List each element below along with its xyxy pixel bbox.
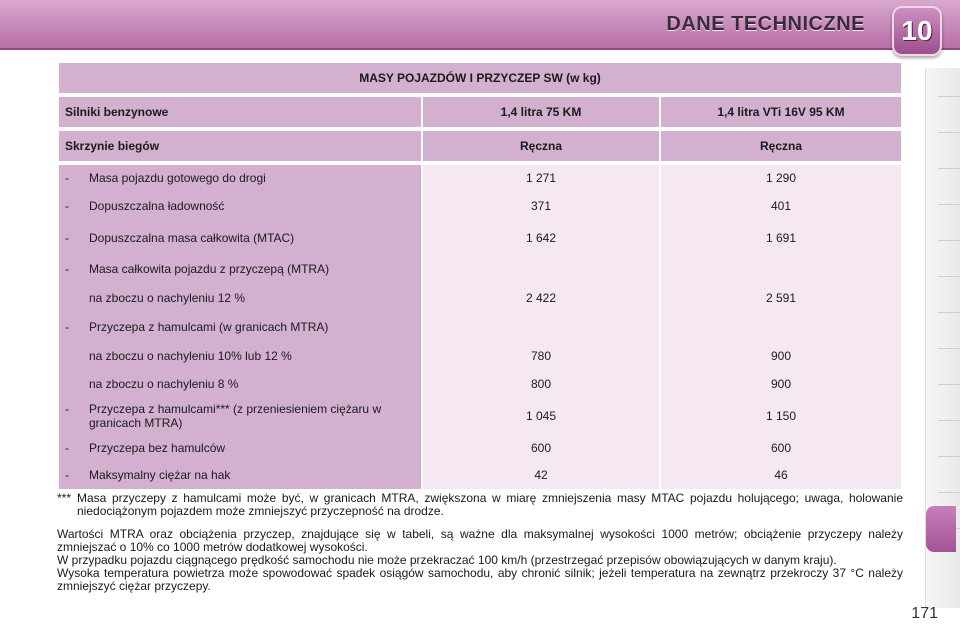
table-row [59,371,901,397]
value-75km: 1 045 [423,397,659,435]
tab-divider [938,348,960,349]
row-dash: - [65,441,69,455]
table-row [59,341,901,371]
row-label: Maksymalny ciężar na hak [89,468,231,482]
value-95km: 1 691 [661,221,901,255]
value-75km [423,313,659,341]
row-label: Dopuszczalna masa całkowita (MTAC) [89,231,295,245]
footnote-mark: *** [57,491,72,505]
footnote-text: Masa przyczepy z hamulcami może być, w granicach MTRA, zwiększona w miarę zmniejszenia masy MTAC pojazdu holującego; uwaga, holowanie niedociążonym pojazdem może zmniejszyć przyczepność na drodze. [77,491,903,518]
row-label-cell [59,165,421,191]
row-dash: - [65,468,69,482]
value-75km [423,255,659,283]
table-row [59,283,901,313]
row-label-cell [59,435,421,461]
gearbox-row [59,131,901,161]
value-75km: 1 271 [423,165,659,191]
value-95km [661,255,901,283]
engine-label: Silniki benzynowe [59,97,421,127]
tab-divider [938,204,960,205]
row-dash: - [65,402,69,416]
tab-divider [938,312,960,313]
tab-divider [938,420,960,421]
row-label-cell [59,283,421,313]
header-band [0,0,960,50]
row-label: Masa całkowita pojazdu z przyczepą (MTRA) [89,262,330,276]
tab-divider [938,492,960,493]
gearbox-col1: Ręczna [423,131,659,161]
value-95km: 900 [661,371,901,397]
engine-row [59,97,901,127]
row-label-cell [59,313,421,341]
value-75km: 42 [423,461,659,489]
value-95km: 1 150 [661,397,901,435]
value-95km: 1 290 [661,165,901,191]
value-75km: 780 [423,341,659,371]
value-75km: 600 [423,435,659,461]
table-title: MASY POJAZDÓW I PRZYCZEP SW (w kg) [59,63,901,93]
mass-table [57,63,903,489]
gearbox-label: Skrzynie biegów [59,131,421,161]
engine-col2: 1,4 litra VTi 16V 95 KM [661,97,901,127]
value-75km: 371 [423,191,659,221]
row-label: na zboczu o nachyleniu 10% lub 12 % [89,349,292,363]
tab-divider [938,240,960,241]
table-row [59,461,901,489]
footnote [57,492,903,518]
value-75km: 2 422 [423,283,659,313]
note-paragraph: Wartości MTRA oraz obciążenia przyczep, znajdujące się w tabeli, są ważne dla maksymalnej wysokości 1000 metrów; obciążenie przyczepy należy zmniejszać o 10% co 1000 metrów dodatkowej wysokości. [57,527,903,554]
tab-divider [938,96,960,97]
note-paragraph: W przypadku pojazdu ciągnącego prędkość samochodu nie może przekraczać 100 km/h (przestrzegać przepisów obowiązujących w danym kraju). [57,553,837,567]
notes-block [57,528,903,593]
table-row [59,313,901,341]
value-75km: 1 642 [423,221,659,255]
row-label: na zboczu o nachyleniu 12 % [89,291,246,305]
row-label: Masa pojazdu gotowego do drogi [89,171,266,185]
row-label-cell [59,341,421,371]
section-title: DANE TECHNICZNE [666,13,865,35]
row-dash: - [65,199,69,213]
page-number: 171 [911,605,938,622]
active-chapter-tab[interactable] [926,506,956,552]
table-row [59,191,901,221]
table-row [59,165,901,191]
row-label: Przyczepa z hamulcami*** (z przeniesieniem ciężaru w granicach MTRA) [89,402,382,430]
row-dash: - [65,320,69,334]
engine-col1: 1,4 litra 75 KM [423,97,659,127]
row-label-cell [59,221,421,255]
row-label-cell [59,371,421,397]
row-label: Przyczepa bez hamulców [89,441,226,455]
table-title-row [59,63,901,93]
tab-divider [938,456,960,457]
tab-divider [938,132,960,133]
gearbox-col2: Ręczna [661,131,901,161]
table-row [59,435,901,461]
table-row [59,255,901,283]
tab-divider [938,168,960,169]
tab-divider [938,276,960,277]
chapter-badge: 10 [892,6,942,56]
row-label-cell [59,255,421,283]
note-paragraph: Wysoka temperatura powietrza może spowodować spadek osiągów samochodu, aby chronić silnik; jeżeli temperatura na zewnątrz przekroczy 37 °C należy zmniejszyć ciężar przyczepy. [57,566,903,593]
value-95km: 2 591 [661,283,901,313]
table-row [59,221,901,255]
value-95km: 46 [661,461,901,489]
table-row [59,397,901,435]
row-label-cell [59,397,421,435]
value-95km: 401 [661,191,901,221]
row-dash: - [65,171,69,185]
value-95km: 600 [661,435,901,461]
row-dash: - [65,231,69,245]
row-label: na zboczu o nachyleniu 8 % [89,377,239,391]
tab-divider [938,384,960,385]
value-95km: 900 [661,341,901,371]
row-label: Przyczepa z hamulcami (w granicach MTRA) [89,320,329,334]
row-label-cell [59,191,421,221]
row-label-cell [59,461,421,489]
value-95km [661,313,901,341]
value-75km: 800 [423,371,659,397]
row-dash: - [65,262,69,276]
row-label: Dopuszczalna ładowność [89,199,225,213]
